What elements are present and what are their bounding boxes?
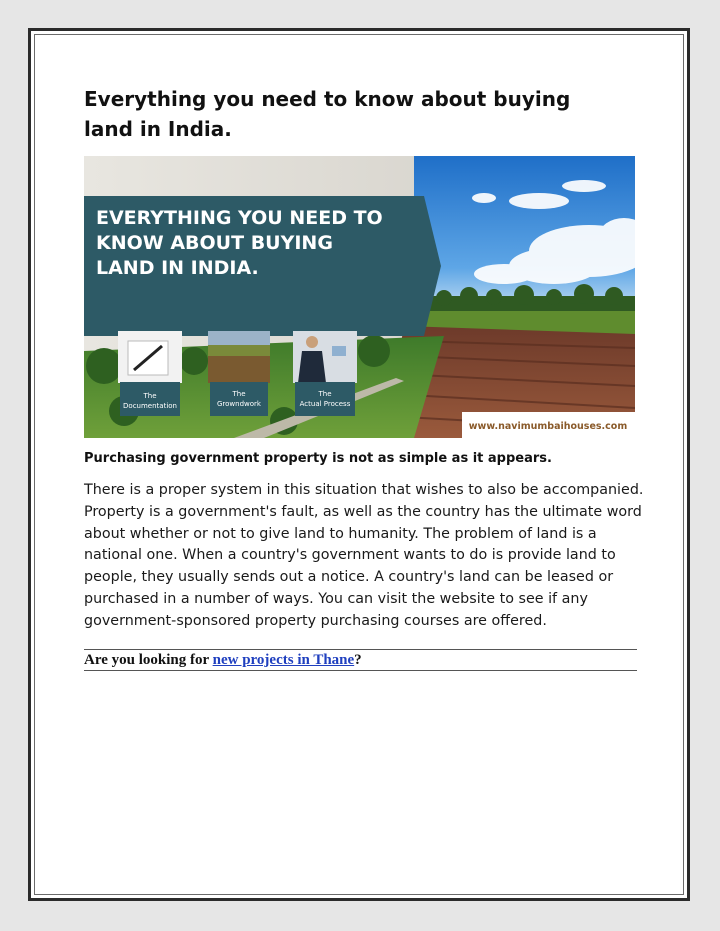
card-actual-process-line1: The [318, 390, 332, 398]
headline-line-2: KNOW ABOUT BUYING [96, 232, 333, 254]
card-documentation-line2: Documentation [123, 402, 177, 410]
card-documentation-line1: The [143, 392, 157, 400]
cta-prefix: Are you looking for [84, 652, 213, 668]
headline-line-3: LAND IN INDIA. [96, 257, 259, 279]
card-documentation [118, 331, 182, 416]
new-projects-thane-link[interactable]: new projects in Thane [212, 652, 355, 668]
card-actual-process [293, 331, 357, 416]
hero-image [84, 156, 635, 438]
headline-line-1: EVERYTHING YOU NEED TO [96, 207, 383, 229]
document-title: Everything you need to know about buying land in India. [84, 87, 571, 141]
subheading: Purchasing government property is not as simple as it appears. [84, 451, 552, 466]
cta-suffix: ? [354, 652, 362, 668]
body-paragraph: There is a proper system in this situation that wishes to also be accompanied. Property is a government's fault, as well as the country has the ultimate word about whether or not to give land to humanity. The problem of land is a national one. When a country's government wants to do is provide land to people, they usually sends out a notice. A country's land can be leased or purchased in a number of ways. You can visit the website to see if any government-sponsored property purchasing courses are offered. [84, 482, 644, 629]
card-groundwork [208, 331, 270, 416]
card-groundwork-line1: The [232, 390, 246, 398]
cta-line [84, 649, 637, 671]
website-url: www.navimumbaihouses.com [468, 421, 628, 432]
card-groundwork-line2: Growndwork [217, 400, 261, 408]
card-actual-process-line2: Actual Process [299, 400, 351, 408]
